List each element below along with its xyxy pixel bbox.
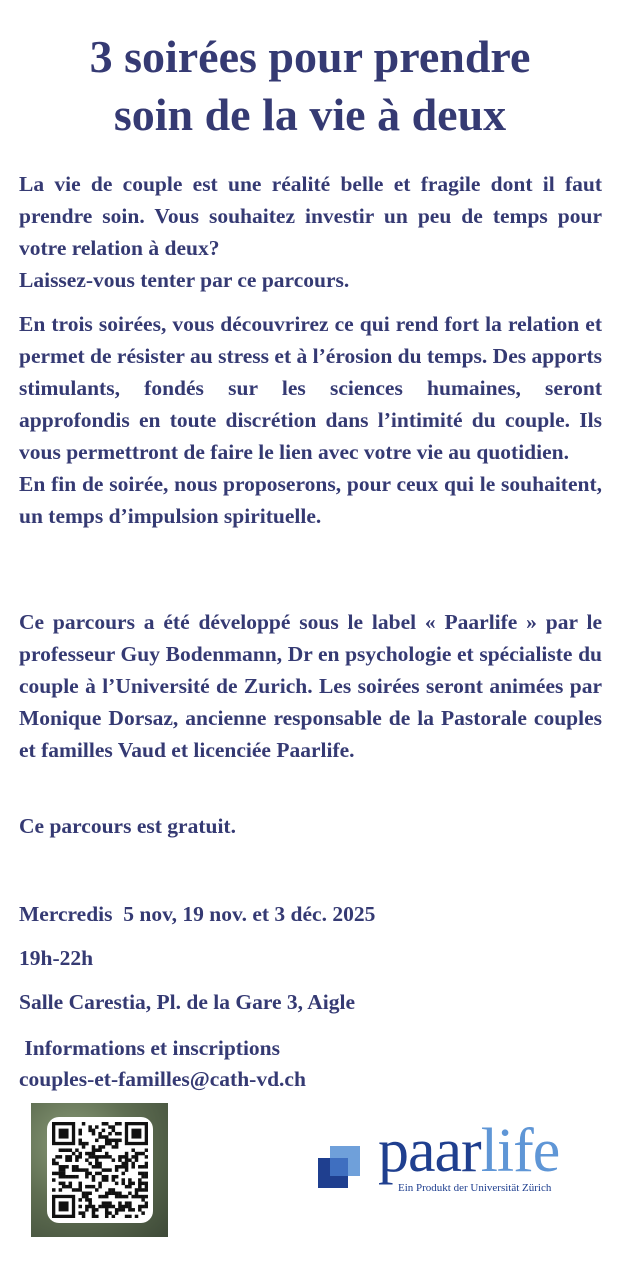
qr-pattern: [52, 1122, 148, 1218]
title-line-2: soin de la vie à deux: [113, 89, 507, 140]
logo-tagline: Ein Produkt der Universität Zürich: [398, 1182, 552, 1194]
logo-squares-icon: [318, 1146, 360, 1188]
price-note: Ce parcours est gratuit.: [19, 814, 236, 838]
program-text: Ce parcours a été développé sous le label « Paarlife » par le professeur Guy Bodenmann, Dr en psychologie et spécialiste du couple à l’Université de Zurich. Les soirées seront animées par Monique Dorsaz, ancienne responsable de la Pastorale couples et familles Vaud et licenciée Paarlife.: [19, 610, 602, 762]
program-paragraph: [19, 606, 602, 766]
event-dates: Mercredis 5 nov, 19 nov. et 3 déc. 2025: [19, 902, 376, 926]
intro-call-to-action: Laissez-vous tenter par ce parcours.: [19, 268, 350, 292]
intro-text: La vie de couple est une réalité belle et fragile dont il faut prendre soin. Vous souhaitez investir un peu de temps pour votre relation à deux?: [19, 172, 602, 260]
event-location: Salle Carestia, Pl. de la Gare 3, Aigle: [19, 990, 356, 1014]
logo-wordmark: [378, 1116, 559, 1186]
paarlife-logo: [318, 1117, 598, 1200]
title-line-1: 3 soirées pour prendre: [89, 31, 531, 82]
info-label: Informations et inscriptions: [19, 1036, 280, 1060]
description-paragraph: [19, 308, 602, 532]
description-text: En trois soirées, vous découvrirez ce qui rend fort la relation et permet de résister au stress et à l’érosion du temps. Des apports stimulants, fondés sur les sciences humaines, seront approfondis en toute discrétion dans l’intimité du couple. Ils vous permettront de faire le lien avec votre vie au quotidien.: [19, 312, 602, 464]
qr-code: [47, 1117, 153, 1223]
description-spiritual: En fin de soirée, nous proposerons, pour ceux qui le souhaitent, un temps d’impulsion spirituelle.: [19, 472, 602, 528]
event-time: 19h-22h: [19, 946, 94, 970]
logo-word-life: life: [480, 1117, 560, 1185]
page-title: [0, 28, 620, 144]
intro-paragraph: [19, 168, 602, 296]
logo-word-paar: paar: [378, 1117, 481, 1185]
contact-email[interactable]: couples-et-familles@cath-vd.ch: [19, 1067, 306, 1091]
qr-code-image[interactable]: [31, 1103, 168, 1237]
